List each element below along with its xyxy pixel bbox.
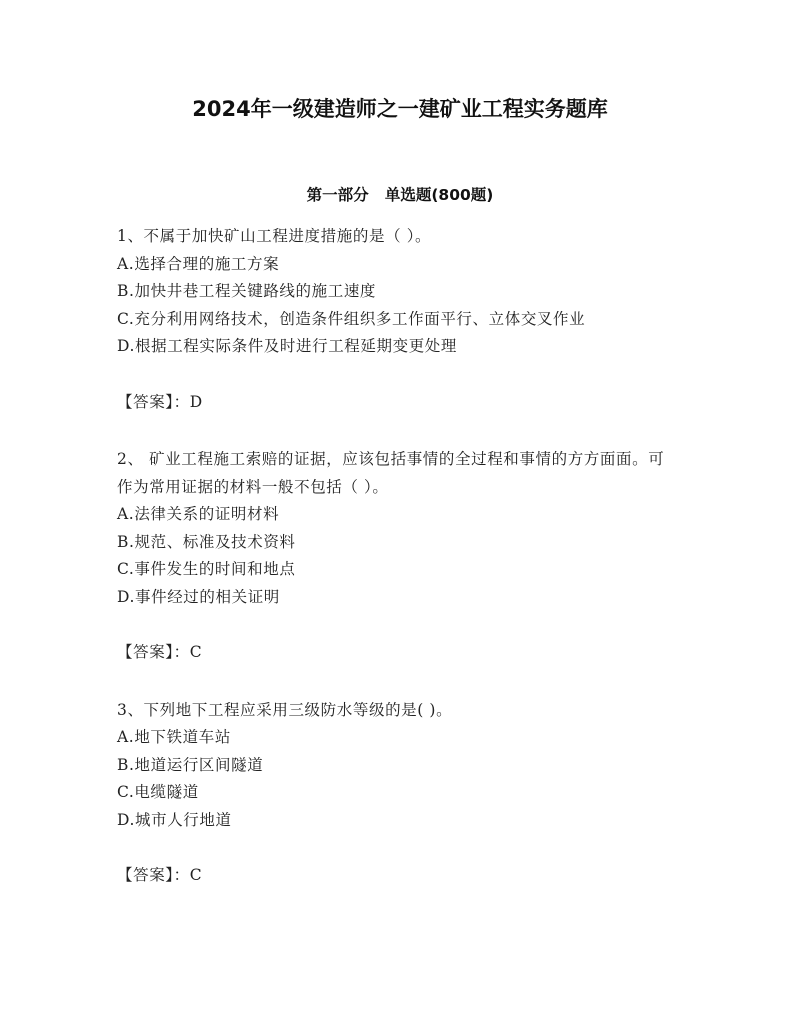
answer: 【答案】：D <box>117 392 203 411</box>
option-b: B.地道运行区间隧道 <box>117 755 264 774</box>
option-c: C.事件发生的时间和地点 <box>117 560 296 578</box>
option-a: A.法律关系的证明材料 <box>117 505 280 523</box>
option-d: D.根据工程实际条件及时进行工程延期变更处理 <box>117 337 458 355</box>
question-1 <box>117 223 677 416</box>
option-d: D.事件经过的相关证明 <box>117 587 280 606</box>
question-stem: 1、不属于加快矿山工程进度措施的是（ ）。 <box>117 227 432 245</box>
option-a: A.选择合理的施工方案 <box>117 254 280 273</box>
question-list <box>117 223 677 920</box>
question-stem: 3、下列地下工程应采用三级防水等级的是( )。 <box>117 700 453 719</box>
question-stem: 2、 矿业工程施工索赔的证据，应该包括事情的全过程和事情的方方面面。可作为常用证据的材料一般不包括（ ）。 <box>117 450 665 496</box>
page-title: 2024年一级建造师之一建矿业工程实务题库 <box>192 97 608 121</box>
option-b: B.加快井巷工程关键路线的施工速度 <box>117 282 377 300</box>
option-d: D.城市人行地道 <box>117 810 232 829</box>
option-b: B.规范、标准及技术资料 <box>117 532 296 551</box>
option-c: C.电缆隧道 <box>117 783 199 801</box>
answer: 【答案】：C <box>117 643 203 661</box>
question-2 <box>117 446 677 667</box>
option-a: A.地下铁道车站 <box>117 728 231 746</box>
answer: 【答案】：C <box>117 866 203 884</box>
question-3 <box>117 697 677 890</box>
option-c: C.充分利用网络技术，创造条件组织多工作面平行、立体交叉作业 <box>117 309 586 328</box>
section-title: 第一部分 单选题(800题) <box>306 186 494 204</box>
